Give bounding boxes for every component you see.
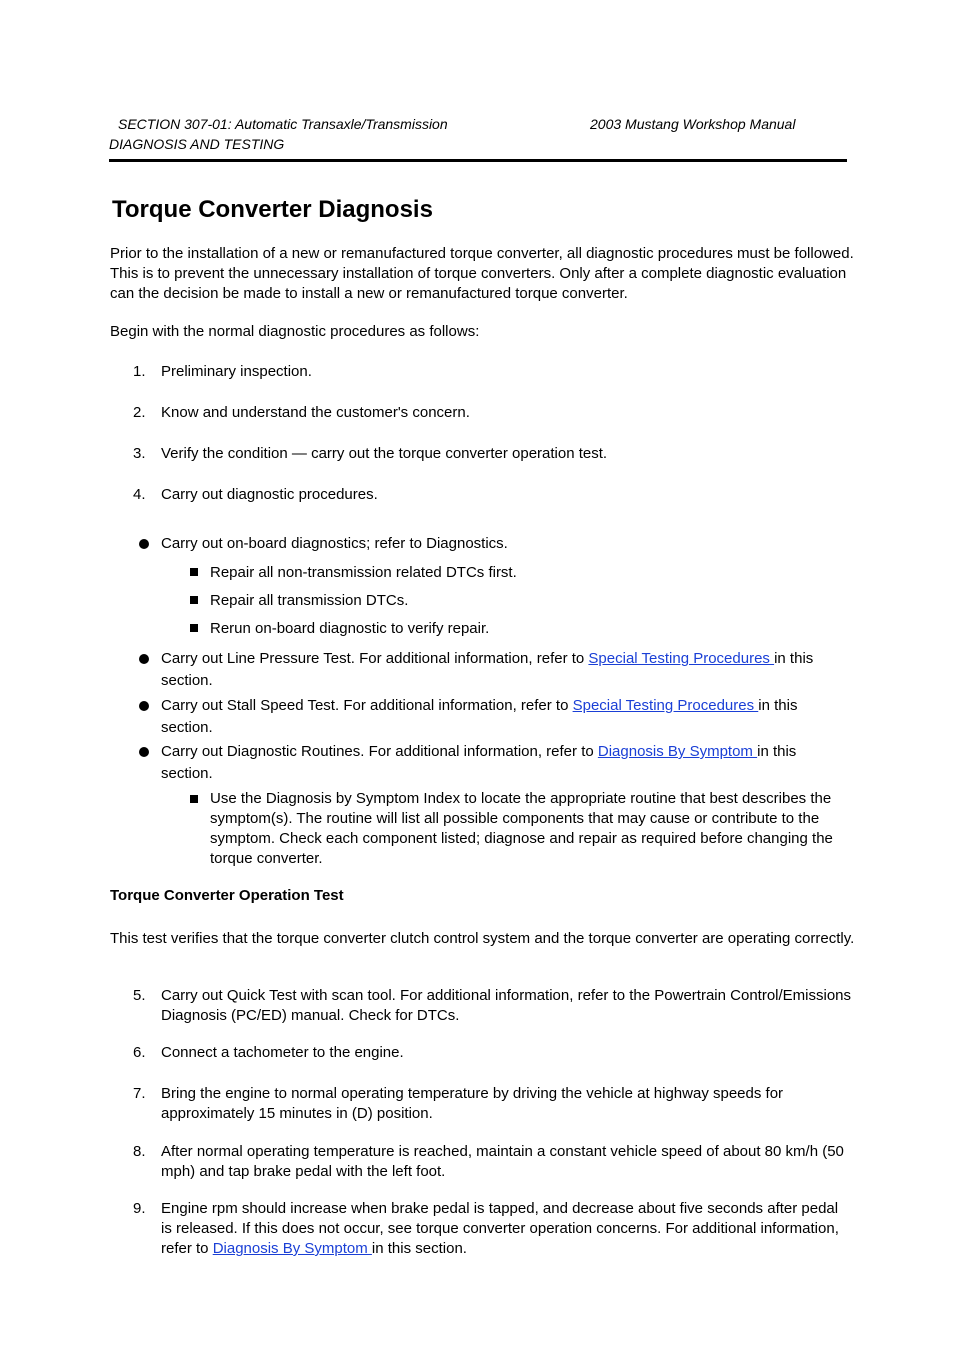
step-number: 2. [133, 404, 146, 421]
bullet-icon [139, 654, 149, 664]
square-bullet-icon [190, 596, 198, 604]
step-text: Carry out diagnostic procedures. [161, 486, 378, 503]
bullet-diagnostic-routines [161, 741, 851, 785]
bullet-text-suffix: in this section. [161, 650, 814, 689]
step-text: After normal operating temperature is reached, maintain a constant vehicle speed of about 80 km/h (50 mph) and tap brake pedal with the left foot. [161, 1143, 844, 1180]
special-testing-procedures-link[interactable]: Special Testing Procedures [572, 697, 759, 714]
sub-bullet-text: Repair all transmission DTCs. [210, 592, 409, 609]
bullet-icon [139, 539, 149, 549]
step-text-body: Engine rpm should increase when brake pedal is tapped, and decrease about five seconds after pedal is released. If this does not occur, see torque converter operation concerns. For additional information, refer to [161, 1200, 839, 1257]
bullet-stall-speed-test [161, 695, 851, 739]
step-text: Know and understand the customer's concern. [161, 404, 470, 421]
step-number: 6. [133, 1044, 146, 1061]
step-text: Bring the engine to normal operating temperature by driving the vehicle at highway speeds for approximately 15 minutes in (D) position. [161, 1085, 784, 1122]
diagnosis-by-symptom-link[interactable]: Diagnosis By Symptom [212, 1240, 372, 1257]
sub-bullet-text: Rerun on-board diagnostic to verify repair. [210, 620, 490, 637]
step-number: 1. [133, 363, 146, 380]
header-subsection: DIAGNOSIS AND TESTING [109, 136, 285, 152]
step-number: 9. [133, 1200, 146, 1217]
bullet-text: Carry out Line Pressure Test. For additional information, refer to [161, 650, 589, 667]
special-testing-procedures-link[interactable]: Special Testing Procedures [588, 650, 775, 667]
step-text [161, 1199, 851, 1259]
bullet-text-suffix: in this section. [161, 697, 798, 736]
sub-bullet-text: Use the Diagnosis by Symptom Index to locate the appropriate routine that best describes the symptom(s). The routine will list all possible components that may cause or contribute to the symptom. Check each component listed; diagnose and repair as required before changing the torque converter. [210, 790, 833, 867]
bullet-onboard-diagnostics: Carry out on-board diagnostics; refer to Diagnostics. [161, 535, 508, 552]
step-text: Connect a tachometer to the engine. [161, 1044, 404, 1061]
step-number: 3. [133, 445, 146, 462]
bullet-line-pressure-test [161, 648, 851, 692]
begin-paragraph: Begin with the normal diagnostic procedures as follows: [110, 323, 480, 340]
bullet-icon [139, 747, 149, 757]
bullet-icon [139, 701, 149, 711]
step-text: Carry out Quick Test with scan tool. For additional information, refer to the Powertrain Control/Emissions Diagnosis (PC/ED) manual. Check for DTCs. [161, 987, 852, 1024]
step-number: 8. [133, 1143, 146, 1160]
intro-paragraph: Prior to the installation of a new or remanufactured torque converter, all diagnostic procedures must be followed. This is to prevent the unnecessary installation of torque converters. Only after a complete diagnostic evaluation can the decision be made to install a new or remanufactured torque converter. [110, 245, 854, 302]
page-title: Torque Converter Diagnosis [112, 196, 433, 223]
header-divider [109, 159, 847, 162]
sub-bullet-text: Repair all non-transmission related DTCs first. [210, 564, 517, 581]
bullet-text: Carry out Diagnostic Routines. For additional information, refer to [161, 743, 598, 760]
square-bullet-icon [190, 624, 198, 632]
square-bullet-icon [190, 795, 198, 803]
header-manual-title: 2003 Mustang Workshop Manual [590, 116, 796, 132]
step-text-suffix: in this section. [371, 1240, 467, 1257]
bullet-text: Carry out Stall Speed Test. For additional information, refer to [161, 697, 573, 714]
square-bullet-icon [190, 568, 198, 576]
diagnosis-by-symptom-link[interactable]: Diagnosis By Symptom [597, 743, 758, 760]
header-section: SECTION 307-01: Automatic Transaxle/Transmission [118, 116, 448, 132]
step-number: 4. [133, 486, 146, 503]
step-text: Verify the condition — carry out the torque converter operation test. [161, 445, 608, 462]
step-text: Preliminary inspection. [161, 363, 312, 380]
step-number: 5. [133, 987, 146, 1004]
bullet-text-suffix: in this section. [161, 743, 797, 782]
test-intro-paragraph: This test verifies that the torque converter clutch control system and the torque converter are operating correctly. [110, 930, 855, 947]
step-number: 7. [133, 1085, 146, 1102]
section-heading: Torque Converter Operation Test [110, 887, 344, 904]
